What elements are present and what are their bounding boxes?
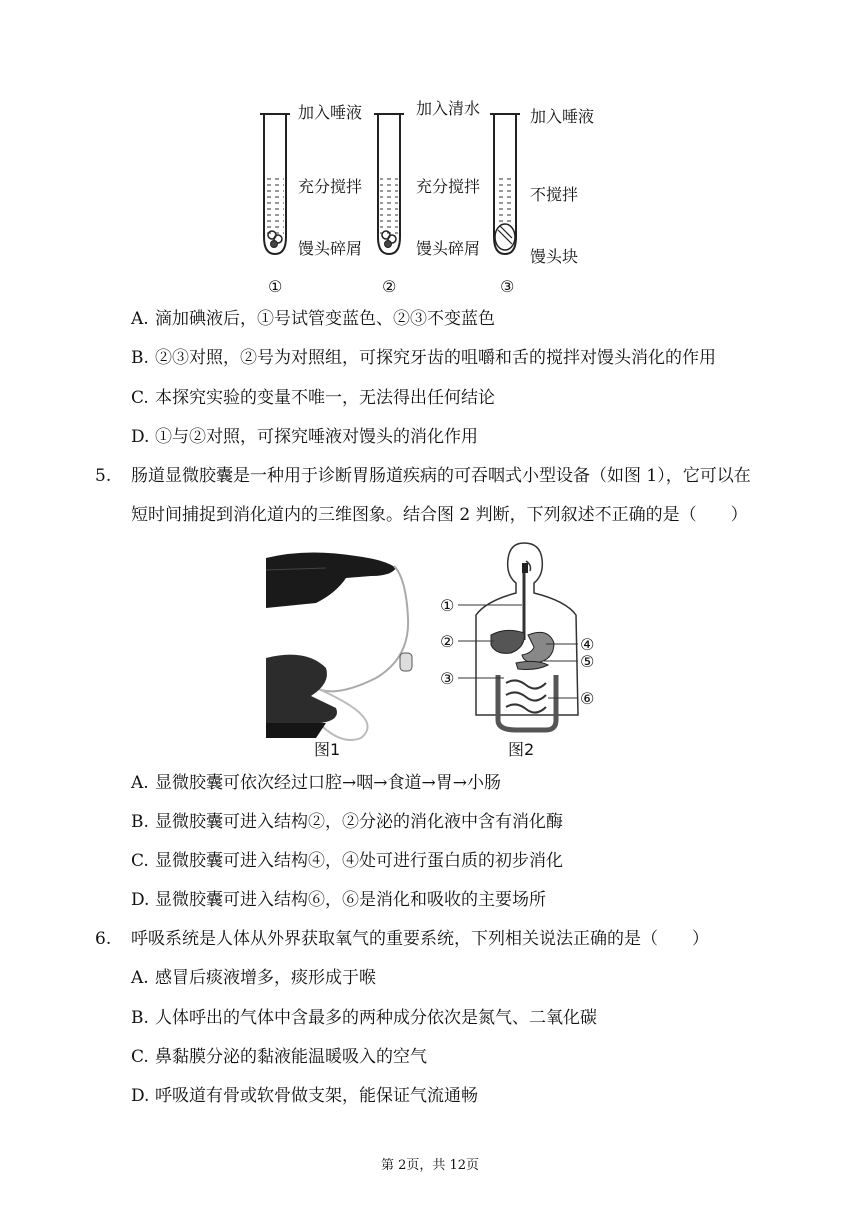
q5-option-b [131,810,563,834]
q4-option-d [131,425,478,449]
option-letter: D. [131,1086,150,1106]
tube2-mid-label: 充分搅拌 [416,177,481,196]
option-letter: C. [131,851,149,871]
test-tube-2 [374,114,404,254]
option-text: 鼻黏膜分泌的黏液能温暖吸入的空气 [155,1047,427,1067]
digestive-system-figure [436,535,606,760]
tube3-number: ③ [500,277,515,296]
tube1-top-label: 加入唾液 [298,103,363,122]
tube1-number: ① [268,277,283,296]
test-tube-figure [250,92,620,302]
option-letter: D. [131,427,150,447]
option-letter: D. [131,890,150,910]
tube2-bottom-label: 馒头碎屑 [416,239,481,258]
q5-number: 5. [95,466,112,486]
option-letter: C. [131,388,149,408]
figure1-caption: 图1 [314,740,341,759]
organ-label-1: ① [440,596,455,615]
tube3-mid-label: 不搅拌 [530,185,579,204]
option-letter: A. [131,968,149,988]
option-text: 人体呼出的气体中含最多的两种成分依次是氮气、二氧化碳 [155,1008,597,1028]
option-text: 显微胶囊可进入结构⑥，⑥是消化和吸收的主要场所 [155,890,546,910]
q5-option-a [131,771,501,795]
tube1-bottom-label: 馒头碎屑 [298,239,363,258]
q6-option-a [131,966,376,990]
tube2-top-label: 加入清水 [416,99,481,118]
q4-option-a [131,307,495,331]
option-letter: B. [131,1008,149,1028]
option-text: 呼吸道有骨或软骨做支架，能保证气流通畅 [155,1086,478,1106]
figure2-caption: 图2 [508,740,535,759]
q4-option-c [131,386,495,410]
option-text: 显微胶囊可进入结构④，④处可进行蛋白质的初步消化 [155,851,563,871]
q6-option-c [131,1045,427,1069]
tube3-top-label: 加入唾液 [530,107,595,126]
q6-number: 6. [95,929,112,949]
option-text: 显微胶囊可依次经过口腔→咽→食道→胃→小肠 [155,773,501,793]
option-text: ②③对照，②号为对照组，可探究牙齿的咀嚼和舌的搅拌对馒头消化的作用 [155,348,716,368]
organ-label-3: ③ [440,669,455,688]
organ-label-4: ④ [580,635,595,654]
organ-label-6: ⑥ [580,689,595,708]
q6-stem: 呼吸系统是人体从外界获取氧气的重要系统，下列相关说法正确的是（ ） [131,929,709,949]
organ-label-5: ⑤ [580,652,595,671]
organ-label-2: ② [440,632,455,651]
q5-option-c [131,849,563,873]
option-text: 显微胶囊可进入结构②，②分泌的消化液中含有消化酶 [155,812,563,832]
option-text: 本探究实验的变量不唯一，无法得出任何结论 [155,388,495,408]
test-tube-1 [260,114,290,254]
option-text: 滴加碘液后，①号试管变蓝色、②③不变蓝色 [155,309,495,329]
q6-option-d [131,1084,478,1108]
option-letter: B. [131,348,149,368]
q4-option-b [131,346,716,370]
q5-stem-line1: 肠道显微胶囊是一种用于诊断胃肠道疾病的可吞咽式小型设备（如图 1），它可以在 [131,466,751,486]
option-text: ①与②对照，可探究唾液对馒头的消化作用 [155,427,478,447]
option-text: 感冒后痰液增多，痰形成于喉 [155,968,376,988]
tube1-mid-label: 充分搅拌 [298,177,363,196]
test-tube-3 [490,114,520,254]
q5-option-d [131,888,546,912]
q5-stem-line2: 短时间捕捉到消化道内的三维图象。结合图 2 判断，下列叙述不正确的是（ ） [131,505,748,525]
option-letter: C. [131,1047,149,1067]
q6-option-b [131,1006,597,1030]
option-letter: B. [131,812,149,832]
tube3-bottom-label: 馒头块 [530,247,579,266]
option-letter: A. [131,773,149,793]
tube2-number: ② [382,277,397,296]
page-footer: 第 2页，共 12页 [380,1158,480,1173]
capsule-photo-figure [266,548,426,760]
option-letter: A. [131,309,149,329]
